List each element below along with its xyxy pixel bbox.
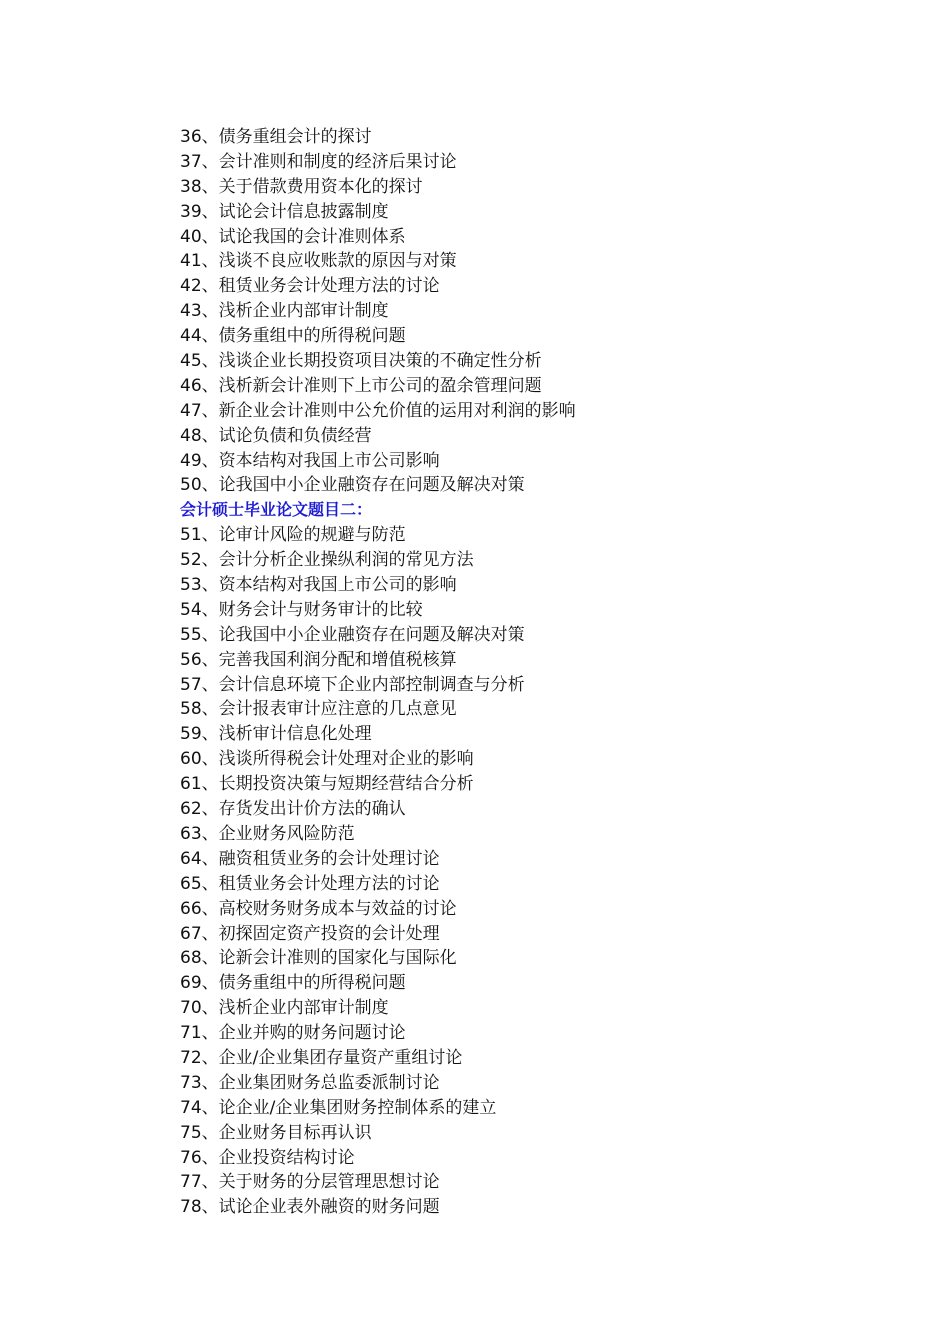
list-item: 42、租赁业务会计处理方法的讨论 (180, 276, 440, 297)
list-item: 37、会计准则和制度的经济后果讨论 (180, 151, 457, 172)
list-item: 51、论审计风险的规避与防范 (180, 525, 406, 546)
list-item: 59、浅析审计信息化处理 (180, 724, 372, 745)
list-item: 71、企业并购的财务问题讨论 (180, 1023, 406, 1044)
list-item: 57、会计信息环境下企业内部控制调查与分析 (180, 674, 525, 695)
list-item: 69、债务重组中的所得税问题 (180, 973, 406, 994)
list-item: 44、债务重组中的所得税问题 (180, 326, 406, 347)
list-item: 61、长期投资决策与短期经营结合分析 (180, 774, 474, 795)
list-item: 50、论我国中小企业融资存在问题及解决对策 (180, 475, 525, 496)
list-item: 45、浅谈企业长期投资项目决策的不确定性分析 (180, 351, 542, 372)
list-item: 73、企业集团财务总监委派制讨论 (180, 1072, 440, 1093)
list-item: 48、试论负债和负债经营 (180, 425, 372, 446)
list-item: 39、试论会计信息披露制度 (180, 201, 389, 222)
list-item: 49、资本结构对我国上市公司影响 (180, 450, 440, 471)
list-item: 56、完善我国利润分配和增值税核算 (180, 649, 457, 670)
list-item: 52、会计分析企业操纵利润的常见方法 (180, 550, 474, 571)
list-item: 66、高校财务财务成本与效益的讨论 (180, 898, 457, 919)
list-item: 78、试论企业表外融资的财务问题 (180, 1197, 440, 1218)
list-item: 77、关于财务的分层管理思想讨论 (180, 1172, 440, 1193)
list-item: 43、浅析企业内部审计制度 (180, 301, 389, 322)
list-item: 38、关于借款费用资本化的探讨 (180, 176, 423, 197)
list-item: 40、试论我国的会计准则体系 (180, 226, 406, 247)
list-item: 64、融资租赁业务的会计处理讨论 (180, 848, 440, 869)
list-item: 74、论企业/企业集团财务控制体系的建立 (180, 1097, 497, 1118)
list-item: 63、企业财务风险防范 (180, 823, 355, 844)
list-item: 65、租赁业务会计处理方法的讨论 (180, 873, 440, 894)
topic-list (180, 125, 880, 1220)
list-item: 72、企业/企业集团存量资产重组讨论 (180, 1047, 463, 1068)
list-item: 53、资本结构对我国上市公司的影响 (180, 575, 457, 596)
list-item: 41、浅谈不良应收账款的原因与对策 (180, 251, 457, 272)
list-item: 46、浅析新会计准则下上市公司的盈余管理问题 (180, 375, 542, 396)
list-item: 76、企业投资结构讨论 (180, 1147, 355, 1168)
list-item: 54、财务会计与财务审计的比较 (180, 599, 423, 620)
list-item: 55、论我国中小企业融资存在问题及解决对策 (180, 624, 525, 645)
list-item: 58、会计报表审计应注意的几点意见 (180, 699, 457, 720)
list-item: 67、初探固定资产投资的会计处理 (180, 923, 440, 944)
list-item: 75、企业财务目标再认识 (180, 1122, 372, 1143)
list-item: 47、新企业会计准则中公允价值的运用对利润的影响 (180, 400, 576, 421)
list-item: 62、存货发出计价方法的确认 (180, 799, 406, 820)
list-item: 68、论新会计准则的国家化与国际化 (180, 948, 457, 969)
list-item: 70、浅析企业内部审计制度 (180, 998, 389, 1019)
section-heading: 会计硕士毕业论文题目二： (180, 500, 373, 520)
list-item: 60、浅谈所得税会计处理对企业的影响 (180, 749, 474, 770)
list-item: 36、债务重组会计的探讨 (180, 127, 372, 147)
